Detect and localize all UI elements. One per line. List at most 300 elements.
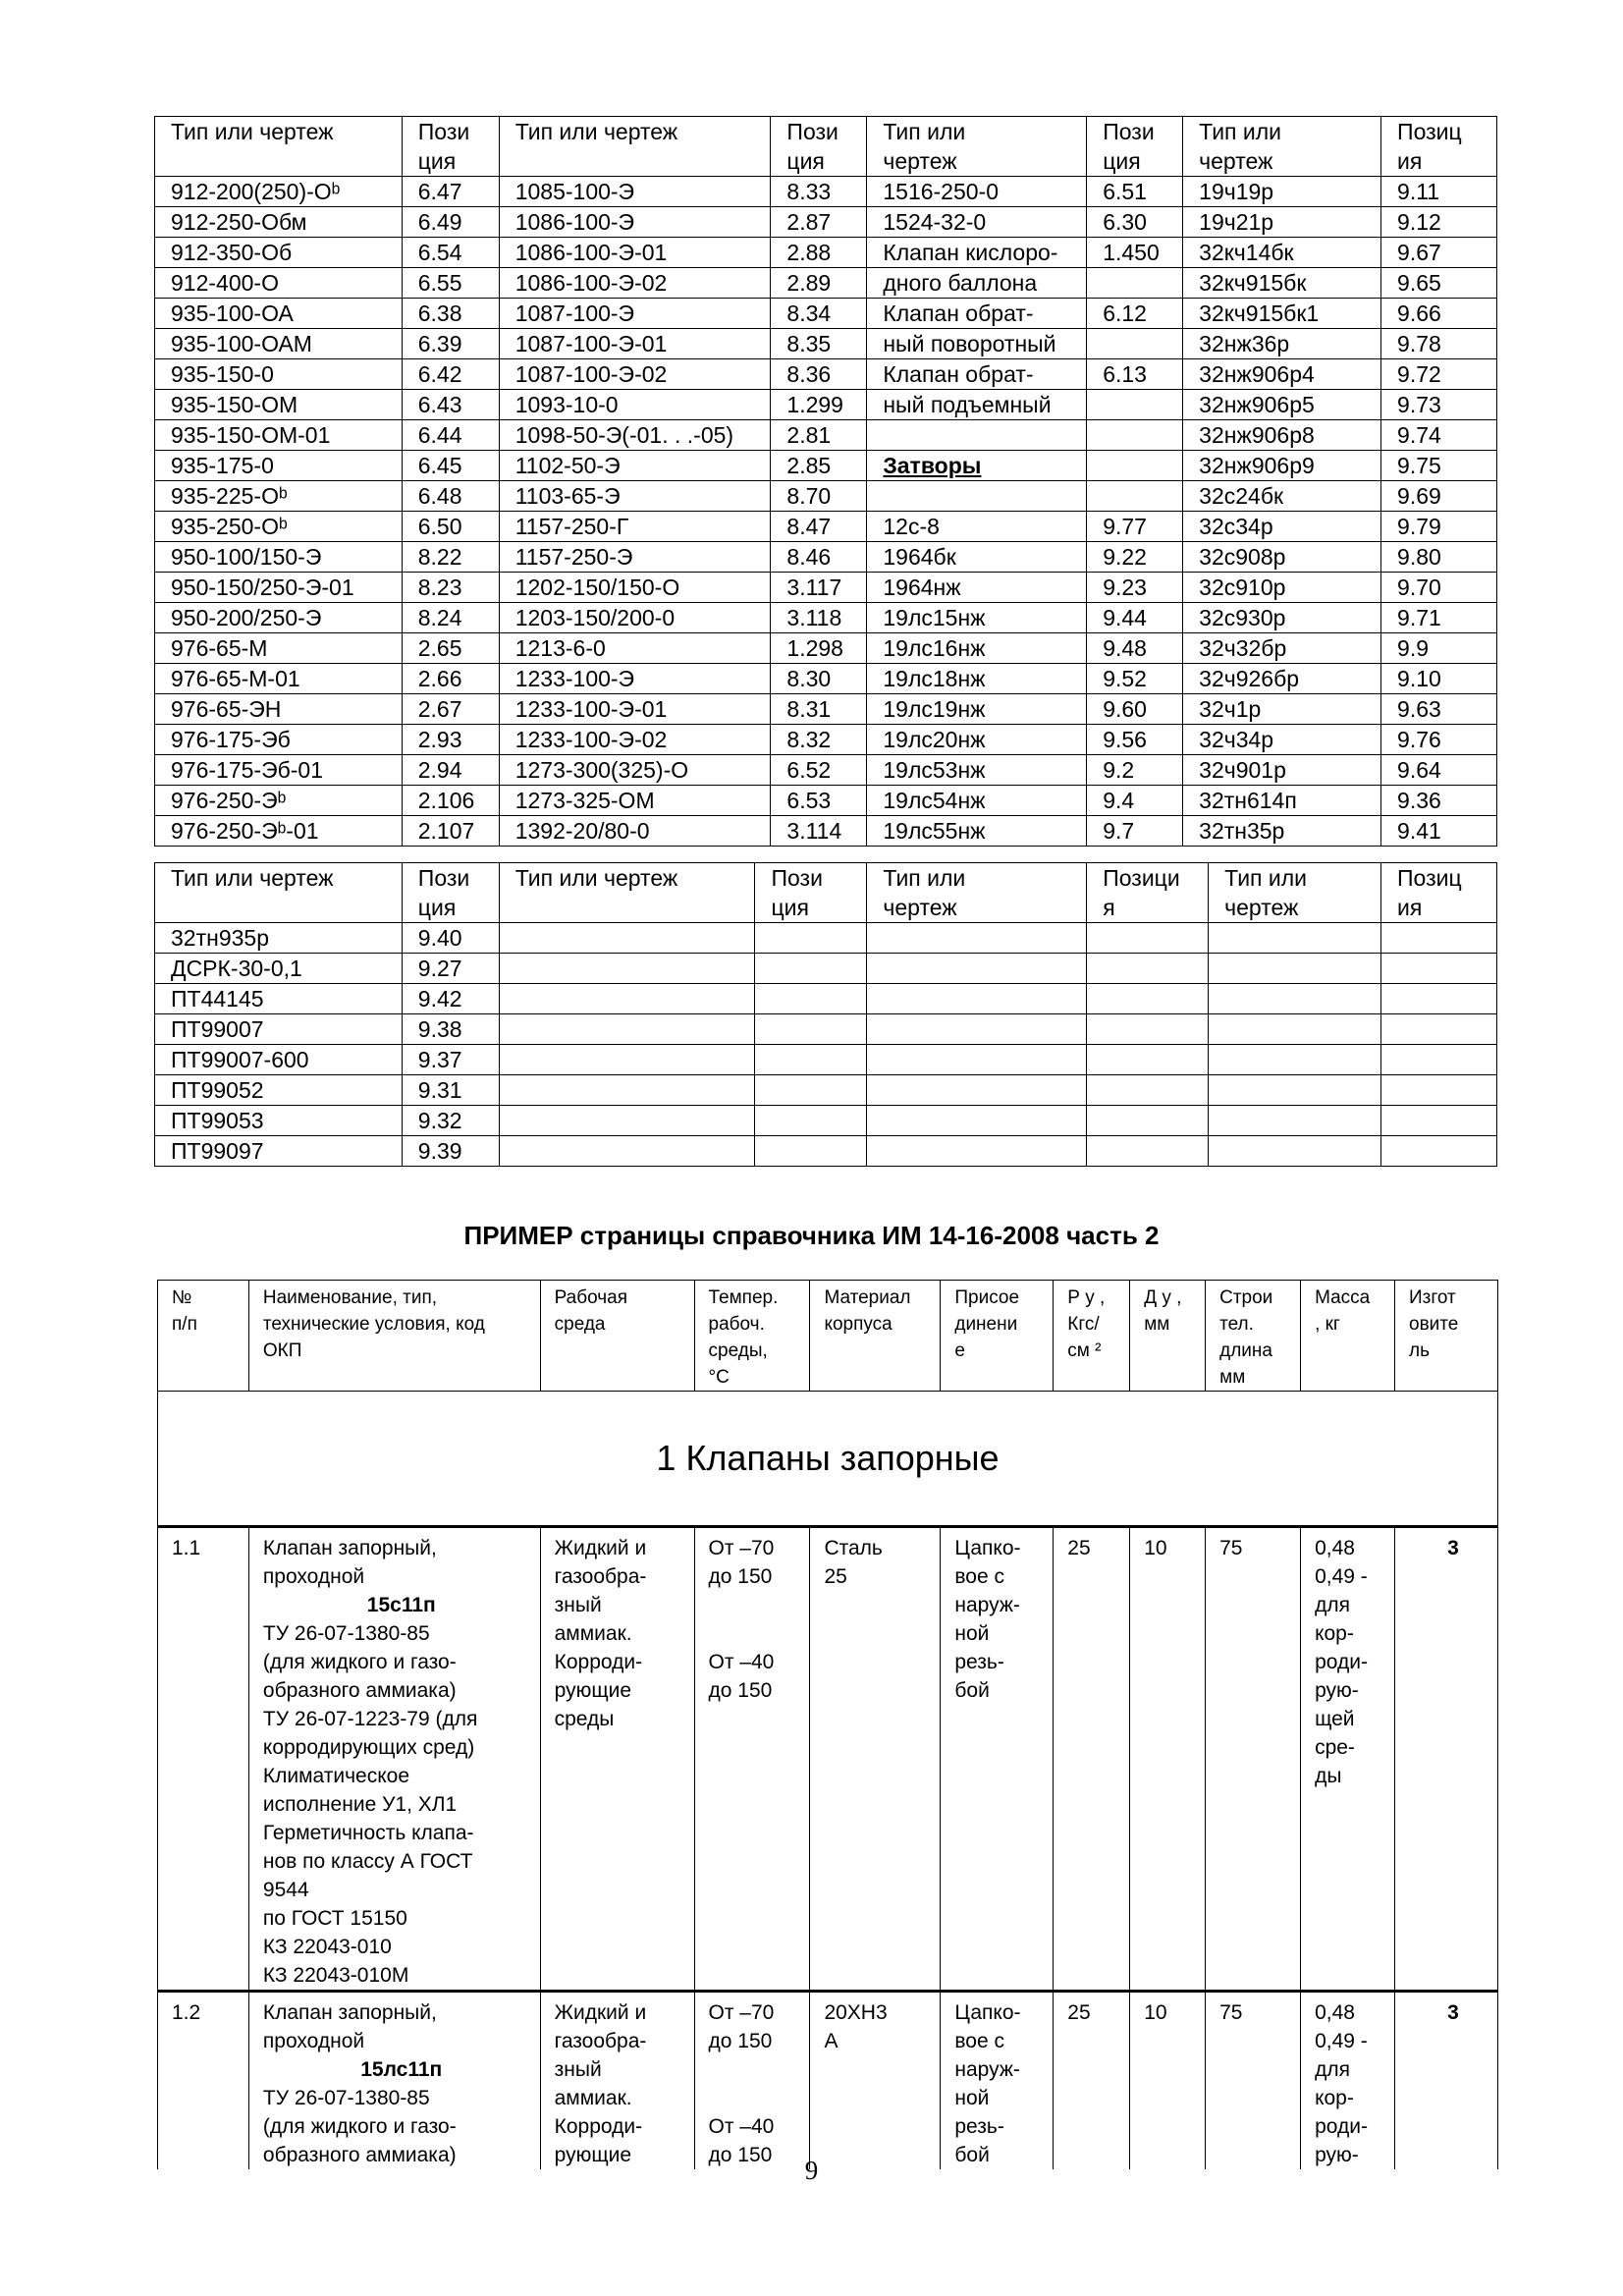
header-mass: Масса , кг bbox=[1301, 1281, 1395, 1392]
index-cell: 9.77 bbox=[1087, 512, 1183, 542]
index-row bbox=[155, 177, 1497, 207]
index-cell: 32с910р bbox=[1183, 573, 1381, 603]
item-name-pre: Клапан запорный, проходной bbox=[262, 1537, 437, 1588]
item-material: Сталь 25 bbox=[810, 1527, 941, 1992]
header-maker: Изгот овите ль bbox=[1395, 1281, 1498, 1392]
item-code: 15с11п bbox=[366, 1594, 436, 1616]
index-cell: 9.39 bbox=[402, 1136, 499, 1167]
index-cell: 2.66 bbox=[402, 664, 499, 694]
index-cell: 1233-100-Э-01 bbox=[499, 694, 771, 725]
index-cell: 8.46 bbox=[771, 542, 867, 573]
item-material: 20ХН3 А bbox=[810, 1992, 941, 2170]
index-row bbox=[155, 1014, 1497, 1045]
index-cell: 32с908р bbox=[1183, 542, 1381, 573]
index-cell: 8.23 bbox=[402, 573, 499, 603]
index-row bbox=[155, 512, 1497, 542]
index-cell: 9.4 bbox=[1087, 786, 1183, 816]
index-cell: 935-250-Оᵇ bbox=[155, 512, 403, 542]
index-cell: 8.70 bbox=[771, 481, 867, 512]
index-cell: 9.37 bbox=[402, 1045, 499, 1075]
index-cell: 8.24 bbox=[402, 603, 499, 633]
index-cell: 6.54 bbox=[402, 238, 499, 268]
index-cell: 9.36 bbox=[1381, 786, 1497, 816]
index-cell: 935-150-0 bbox=[155, 359, 403, 390]
index-cell bbox=[1087, 451, 1183, 481]
index-row bbox=[155, 664, 1497, 694]
index-cell: 2.89 bbox=[771, 268, 867, 299]
index-cell: 9.70 bbox=[1381, 573, 1497, 603]
index-cell bbox=[1381, 923, 1497, 954]
index-cell: 950-200/250-Э bbox=[155, 603, 403, 633]
index-cell: 935-150-ОМ-01 bbox=[155, 420, 403, 451]
index-cell: 9.44 bbox=[1087, 603, 1183, 633]
index-cell: 976-65-М-01 bbox=[155, 664, 403, 694]
index-row bbox=[155, 420, 1497, 451]
header-pressure: Р у , Кгс/ см ² bbox=[1054, 1281, 1130, 1392]
index-cell: 1392-20/80-0 bbox=[499, 816, 771, 847]
index-cell: 1516-250-0 bbox=[867, 177, 1087, 207]
index-row bbox=[155, 359, 1497, 390]
index-cell: 1098-50-Э(-01. . .-05) bbox=[499, 420, 771, 451]
index-cell: 6.48 bbox=[402, 481, 499, 512]
index-cell: 19лс55нж bbox=[867, 816, 1087, 847]
item-medium: Жидкий и газообра- зный аммиак. Корроди- рующие bbox=[540, 1992, 694, 2170]
index-cell: 6.30 bbox=[1087, 207, 1183, 238]
catalog-header-row bbox=[158, 1281, 1498, 1392]
index-cell: 6.52 bbox=[771, 755, 867, 786]
index-cell: 32тн614п bbox=[1183, 786, 1381, 816]
index-cell: 1233-100-Э bbox=[499, 664, 771, 694]
header-medium: Рабочая среда bbox=[540, 1281, 694, 1392]
index-header-row bbox=[155, 863, 1497, 923]
index-cell bbox=[867, 984, 1087, 1014]
index-cell: 950-150/250-Э-01 bbox=[155, 573, 403, 603]
index-cell: ДСРК-30-0,1 bbox=[155, 954, 403, 984]
index-cell: 8.36 bbox=[771, 359, 867, 390]
index-row bbox=[155, 481, 1497, 512]
index-row bbox=[155, 1106, 1497, 1136]
index-cell: 9.76 bbox=[1381, 725, 1497, 755]
index-cell: 976-250-Эᵇ bbox=[155, 786, 403, 816]
index-cell: 935-100-ОА bbox=[155, 299, 403, 329]
index-cell: 3.117 bbox=[771, 573, 867, 603]
index-header-cell: Пози ция bbox=[402, 863, 499, 923]
header-temp: Темпер. рабоч. среды, °С bbox=[694, 1281, 810, 1392]
index-cell bbox=[867, 1106, 1087, 1136]
index-cell bbox=[1087, 268, 1183, 299]
item-medium: Жидкий и газообра- зный аммиак. Корроди- рующие среды bbox=[540, 1527, 694, 1992]
item-num: 1.2 bbox=[158, 1992, 249, 2170]
item-mass: 0,48 0,49 - для кор- роди- рую- щей сре- ды bbox=[1301, 1527, 1395, 1992]
index-cell bbox=[1087, 481, 1183, 512]
index-cell bbox=[867, 1136, 1087, 1167]
index-cell bbox=[1087, 1014, 1209, 1045]
header-num: № п/п bbox=[158, 1281, 249, 1392]
index-cell bbox=[1381, 1045, 1497, 1075]
index-header-cell: Позиц ия bbox=[1381, 863, 1497, 923]
index-cell: ПТ99052 bbox=[155, 1075, 403, 1106]
item-name bbox=[248, 1527, 540, 1992]
index-cell: 9.75 bbox=[1381, 451, 1497, 481]
index-cell: 9.80 bbox=[1381, 542, 1497, 573]
index-cell: 6.49 bbox=[402, 207, 499, 238]
item-connection: Цапко- вое с наруж- ной резь- бой bbox=[941, 1527, 1054, 1992]
index-cell: 19лс16нж bbox=[867, 633, 1087, 664]
item-maker: 3 bbox=[1395, 1992, 1498, 2170]
item-diameter: 10 bbox=[1130, 1992, 1206, 2170]
index-cell bbox=[867, 954, 1087, 984]
index-cell: 2.93 bbox=[402, 725, 499, 755]
index-cell: 2.107 bbox=[402, 816, 499, 847]
index-cell: 935-225-Оᵇ bbox=[155, 481, 403, 512]
index-cell: 19лс54нж bbox=[867, 786, 1087, 816]
index-cell: 32ч32бр bbox=[1183, 633, 1381, 664]
index-cell bbox=[755, 1106, 867, 1136]
index-cell: 32тн35р bbox=[1183, 816, 1381, 847]
index-cell bbox=[755, 1014, 867, 1045]
index-cell bbox=[867, 1075, 1087, 1106]
index-cell: 912-250-Обм bbox=[155, 207, 403, 238]
index-cell: 1.450 bbox=[1087, 238, 1183, 268]
header-length: Строи тел. длина мм bbox=[1206, 1281, 1301, 1392]
index-cell: 1103-65-Э bbox=[499, 481, 771, 512]
index-cell bbox=[1381, 1136, 1497, 1167]
index-row bbox=[155, 238, 1497, 268]
index-cell: 9.12 bbox=[1381, 207, 1497, 238]
index-cell: 1086-100-Э-02 bbox=[499, 268, 771, 299]
index-cell bbox=[499, 923, 755, 954]
index-cell bbox=[1209, 1045, 1381, 1075]
index-cell: 6.39 bbox=[402, 329, 499, 359]
index-cell: 1233-100-Э-02 bbox=[499, 725, 771, 755]
index-cell: Затворы bbox=[867, 451, 1087, 481]
index-header-cell: Пози ция bbox=[755, 863, 867, 923]
index-cell: 32нж906р8 bbox=[1183, 420, 1381, 451]
index-cell: 9.64 bbox=[1381, 755, 1497, 786]
item-connection: Цапко- вое с наруж- ной резь- бой bbox=[941, 1992, 1054, 2170]
index-cell: 9.78 bbox=[1381, 329, 1497, 359]
index-cell: 935-175-0 bbox=[155, 451, 403, 481]
index-cell bbox=[499, 1136, 755, 1167]
index-cell: 1964бк bbox=[867, 542, 1087, 573]
index-cell bbox=[1087, 984, 1209, 1014]
index-cell bbox=[499, 1106, 755, 1136]
catalog-item-row bbox=[158, 1527, 1498, 1992]
index-cell: 32тн935р bbox=[155, 923, 403, 954]
index-cell: 9.65 bbox=[1381, 268, 1497, 299]
index-cell: 8.31 bbox=[771, 694, 867, 725]
index-row bbox=[155, 1045, 1497, 1075]
index-cell: 1203-150/200-0 bbox=[499, 603, 771, 633]
index-cell: 9.69 bbox=[1381, 481, 1497, 512]
index-header-cell: Позиц ия bbox=[1381, 117, 1497, 177]
index-cell: 2.94 bbox=[402, 755, 499, 786]
index-cell bbox=[755, 1045, 867, 1075]
index-row bbox=[155, 390, 1497, 420]
catalog-table bbox=[157, 1280, 1498, 2169]
index-cell: 32нж906р5 bbox=[1183, 390, 1381, 420]
header-connection: Присое динени е bbox=[941, 1281, 1054, 1392]
index-cell: 9.31 bbox=[402, 1075, 499, 1106]
index-cell: 950-100/150-Э bbox=[155, 542, 403, 573]
item-name-post: ТУ 26-07-1380-85 (для жидкого и газо- образного аммиака) ТУ 26-07-1223-79 (для корродирующих сред) Климатическое исполнение У1, ХЛ1 Герметичность клапа- нов по классу А ГОСТ 9544 по ГОСТ 15150 КЗ 22043-010 КЗ 22043-010М bbox=[262, 1622, 478, 1987]
index-cell: 1273-300(325)-О bbox=[499, 755, 771, 786]
index-cell: 9.32 bbox=[402, 1106, 499, 1136]
index-cell: 32ч34р bbox=[1183, 725, 1381, 755]
index-cell: 32нж906р4 bbox=[1183, 359, 1381, 390]
index-cell: 1.299 bbox=[771, 390, 867, 420]
index-row bbox=[155, 786, 1497, 816]
index-cell bbox=[1087, 1106, 1209, 1136]
index-cell: 935-100-ОАМ bbox=[155, 329, 403, 359]
page-number: 9 bbox=[804, 2156, 819, 2185]
index-cell: 19ч21р bbox=[1183, 207, 1381, 238]
catalog-item-row bbox=[158, 1992, 1498, 2170]
index-cell: 2.106 bbox=[402, 786, 499, 816]
index-cell: 9.9 bbox=[1381, 633, 1497, 664]
index-cell bbox=[1087, 1045, 1209, 1075]
index-cell bbox=[1381, 1075, 1497, 1106]
index-cell bbox=[1381, 1106, 1497, 1136]
index-cell: 9.56 bbox=[1087, 725, 1183, 755]
index-cell: 6.45 bbox=[402, 451, 499, 481]
index-cell: 935-150-ОМ bbox=[155, 390, 403, 420]
index-cell: 1087-100-Э bbox=[499, 299, 771, 329]
index-cell: 9.42 bbox=[402, 984, 499, 1014]
index-cell bbox=[755, 1136, 867, 1167]
index-cell: ный поворотный bbox=[867, 329, 1087, 359]
index-cell: 9.73 bbox=[1381, 390, 1497, 420]
index-header-cell: Тип или чертеж bbox=[1209, 863, 1381, 923]
index-row bbox=[155, 633, 1497, 664]
index-row bbox=[155, 542, 1497, 573]
index-cell: 976-250-Эᵇ-01 bbox=[155, 816, 403, 847]
index-cell: 6.43 bbox=[402, 390, 499, 420]
item-name-pre: Клапан запорный, проходной bbox=[262, 2001, 437, 2052]
index-cell: 32кч915бк bbox=[1183, 268, 1381, 299]
section-row bbox=[158, 1392, 1498, 1527]
index-cell: 32с24бк bbox=[1183, 481, 1381, 512]
index-cell: 976-175-Эб-01 bbox=[155, 755, 403, 786]
index-header-cell: Тип или чертеж bbox=[499, 117, 771, 177]
index-row bbox=[155, 984, 1497, 1014]
index-cell bbox=[499, 1075, 755, 1106]
index-cell: ный подъемный bbox=[867, 390, 1087, 420]
item-pressure: 25 bbox=[1054, 1527, 1130, 1992]
index-cell: 6.42 bbox=[402, 359, 499, 390]
index-cell: 912-350-Об bbox=[155, 238, 403, 268]
header-name: Наименование, тип, технические условия, код ОКП bbox=[248, 1281, 540, 1392]
index-cell: 9.23 bbox=[1087, 573, 1183, 603]
index-cell: 912-400-О bbox=[155, 268, 403, 299]
index-cell bbox=[1087, 1075, 1209, 1106]
index-cell: 3.118 bbox=[771, 603, 867, 633]
index-cell bbox=[867, 923, 1087, 954]
index-cell: 1157-250-Э bbox=[499, 542, 771, 573]
index-cell bbox=[1087, 1136, 1209, 1167]
index-cell: 9.66 bbox=[1381, 299, 1497, 329]
index-row bbox=[155, 816, 1497, 847]
index-cell: 19лс53нж bbox=[867, 755, 1087, 786]
index-cell: ПТ99007-600 bbox=[155, 1045, 403, 1075]
index-cell: 1102-50-Э bbox=[499, 451, 771, 481]
index-table-1 bbox=[154, 116, 1497, 847]
index-cell: 6.13 bbox=[1087, 359, 1183, 390]
index-cell: 9.60 bbox=[1087, 694, 1183, 725]
index-cell bbox=[755, 923, 867, 954]
index-cell: Клапан обрат- bbox=[867, 359, 1087, 390]
index-cell bbox=[1209, 1136, 1381, 1167]
item-num: 1.1 bbox=[158, 1527, 249, 1992]
index-cell: 9.67 bbox=[1381, 238, 1497, 268]
index-cell: 9.38 bbox=[402, 1014, 499, 1045]
index-cell: 32кч915бк1 bbox=[1183, 299, 1381, 329]
index-cell bbox=[499, 1014, 755, 1045]
item-name-post: ТУ 26-07-1380-85 (для жидкого и газо- образного аммиака) bbox=[262, 2087, 457, 2166]
index-cell: 2.85 bbox=[771, 451, 867, 481]
index-cell: 1524-32-0 bbox=[867, 207, 1087, 238]
example-title: ПРИМЕР страницы справочника ИМ 14-16-2008 часть 2 bbox=[463, 1221, 1160, 1250]
index-cell bbox=[1381, 984, 1497, 1014]
index-cell: 32кч14бк bbox=[1183, 238, 1381, 268]
index-row bbox=[155, 299, 1497, 329]
index-cell: 6.50 bbox=[402, 512, 499, 542]
item-diameter: 10 bbox=[1130, 1527, 1206, 1992]
index-cell: 19лс18нж bbox=[867, 664, 1087, 694]
item-temp: От –70 до 150 От –40 до 150 bbox=[694, 1992, 810, 2170]
index-row bbox=[155, 603, 1497, 633]
index-cell bbox=[867, 1045, 1087, 1075]
index-cell: 2.81 bbox=[771, 420, 867, 451]
index-cell: 8.35 bbox=[771, 329, 867, 359]
index-header-cell: Позици я bbox=[1087, 863, 1209, 923]
index-cell bbox=[755, 984, 867, 1014]
item-length: 75 bbox=[1206, 1527, 1301, 1992]
item-name bbox=[248, 1992, 540, 2170]
index-cell: ПТ99097 bbox=[155, 1136, 403, 1167]
index-cell: Клапан кислоро- bbox=[867, 238, 1087, 268]
index-cell: 8.22 bbox=[402, 542, 499, 573]
index-cell: 19ч19р bbox=[1183, 177, 1381, 207]
index-cell: 9.11 bbox=[1381, 177, 1497, 207]
index-header-cell: Тип или чертеж bbox=[155, 863, 403, 923]
index-cell: 2.88 bbox=[771, 238, 867, 268]
index-cell bbox=[1087, 954, 1209, 984]
index-cell: 1273-325-ОМ bbox=[499, 786, 771, 816]
index-cell: 6.51 bbox=[1087, 177, 1183, 207]
index-header-cell: Тип или чертеж bbox=[867, 117, 1087, 177]
index-row bbox=[155, 573, 1497, 603]
index-cell: 1087-100-Э-02 bbox=[499, 359, 771, 390]
index-cell: 976-65-ЭН bbox=[155, 694, 403, 725]
index-cell bbox=[867, 420, 1087, 451]
index-cell: 32ч926бр bbox=[1183, 664, 1381, 694]
index-cell: 8.32 bbox=[771, 725, 867, 755]
index-cell: 19лс20нж bbox=[867, 725, 1087, 755]
index-cell: 8.30 bbox=[771, 664, 867, 694]
item-mass: 0,48 0,49 - для кор- роди- рую- bbox=[1301, 1992, 1395, 2170]
index-header-cell: Пози ция bbox=[402, 117, 499, 177]
index-cell: 1086-100-Э-01 bbox=[499, 238, 771, 268]
index-cell: 2.65 bbox=[402, 633, 499, 664]
index-cell: 9.63 bbox=[1381, 694, 1497, 725]
index-row bbox=[155, 1075, 1497, 1106]
index-cell: 1202-150/150-О bbox=[499, 573, 771, 603]
index-header-cell: Тип или чертеж bbox=[1183, 117, 1381, 177]
index-cell: 1213-6-0 bbox=[499, 633, 771, 664]
index-row bbox=[155, 329, 1497, 359]
index-cell: 1.298 bbox=[771, 633, 867, 664]
index-cell: 32нж36р bbox=[1183, 329, 1381, 359]
index-cell: 9.52 bbox=[1087, 664, 1183, 694]
index-cell: 1085-100-Э bbox=[499, 177, 771, 207]
index-cell: 32с34р bbox=[1183, 512, 1381, 542]
index-row bbox=[155, 725, 1497, 755]
item-pressure: 25 bbox=[1054, 1992, 1130, 2170]
index-cell: 6.44 bbox=[402, 420, 499, 451]
index-cell: 912-200(250)-Оᵇ bbox=[155, 177, 403, 207]
index-cell: 9.72 bbox=[1381, 359, 1497, 390]
index-cell: 1086-100-Э bbox=[499, 207, 771, 238]
index-header-cell: Тип или чертеж bbox=[867, 863, 1087, 923]
index-cell: 6.53 bbox=[771, 786, 867, 816]
index-cell bbox=[1209, 984, 1381, 1014]
item-length: 75 bbox=[1206, 1992, 1301, 2170]
index-cell: 19лс19нж bbox=[867, 694, 1087, 725]
item-temp: От –70 до 150 От –40 до 150 bbox=[694, 1527, 810, 1992]
index-cell: 1157-250-Г bbox=[499, 512, 771, 542]
index-cell: 32нж906р9 bbox=[1183, 451, 1381, 481]
item-code: 15лс11п bbox=[360, 2058, 443, 2081]
index-cell: 976-175-Эб bbox=[155, 725, 403, 755]
index-cell bbox=[1209, 1106, 1381, 1136]
index-cell: 32ч901р bbox=[1183, 755, 1381, 786]
index-cell: 9.79 bbox=[1381, 512, 1497, 542]
index-row bbox=[155, 1136, 1497, 1167]
section-title: 1 Клапаны запорные bbox=[158, 1392, 1498, 1527]
index-cell: 9.2 bbox=[1087, 755, 1183, 786]
index-cell: 6.47 bbox=[402, 177, 499, 207]
index-row bbox=[155, 954, 1497, 984]
index-cell: 9.74 bbox=[1381, 420, 1497, 451]
index-row bbox=[155, 451, 1497, 481]
index-row bbox=[155, 694, 1497, 725]
index-row bbox=[155, 923, 1497, 954]
index-cell: 12с-8 bbox=[867, 512, 1087, 542]
index-cell: 8.34 bbox=[771, 299, 867, 329]
index-cell: 6.38 bbox=[402, 299, 499, 329]
index-cell: 9.48 bbox=[1087, 633, 1183, 664]
index-header-cell: Тип или чертеж bbox=[155, 117, 403, 177]
index-cell bbox=[1381, 954, 1497, 984]
index-cell: 1964нж bbox=[867, 573, 1087, 603]
index-cell bbox=[1087, 390, 1183, 420]
index-cell: ПТ44145 bbox=[155, 984, 403, 1014]
index-row bbox=[155, 207, 1497, 238]
item-maker: 3 bbox=[1395, 1527, 1498, 1992]
index-cell bbox=[499, 1045, 755, 1075]
index-header-cell: Пози ция bbox=[1087, 117, 1183, 177]
index-cell bbox=[1209, 954, 1381, 984]
index-cell: 2.87 bbox=[771, 207, 867, 238]
index-cell: ПТ99053 bbox=[155, 1106, 403, 1136]
index-cell: 8.33 bbox=[771, 177, 867, 207]
index-cell bbox=[499, 954, 755, 984]
header-material: Материал корпуса bbox=[810, 1281, 941, 1392]
index-cell: 32с930р bbox=[1183, 603, 1381, 633]
index-cell: ПТ99007 bbox=[155, 1014, 403, 1045]
index-cell: 6.55 bbox=[402, 268, 499, 299]
